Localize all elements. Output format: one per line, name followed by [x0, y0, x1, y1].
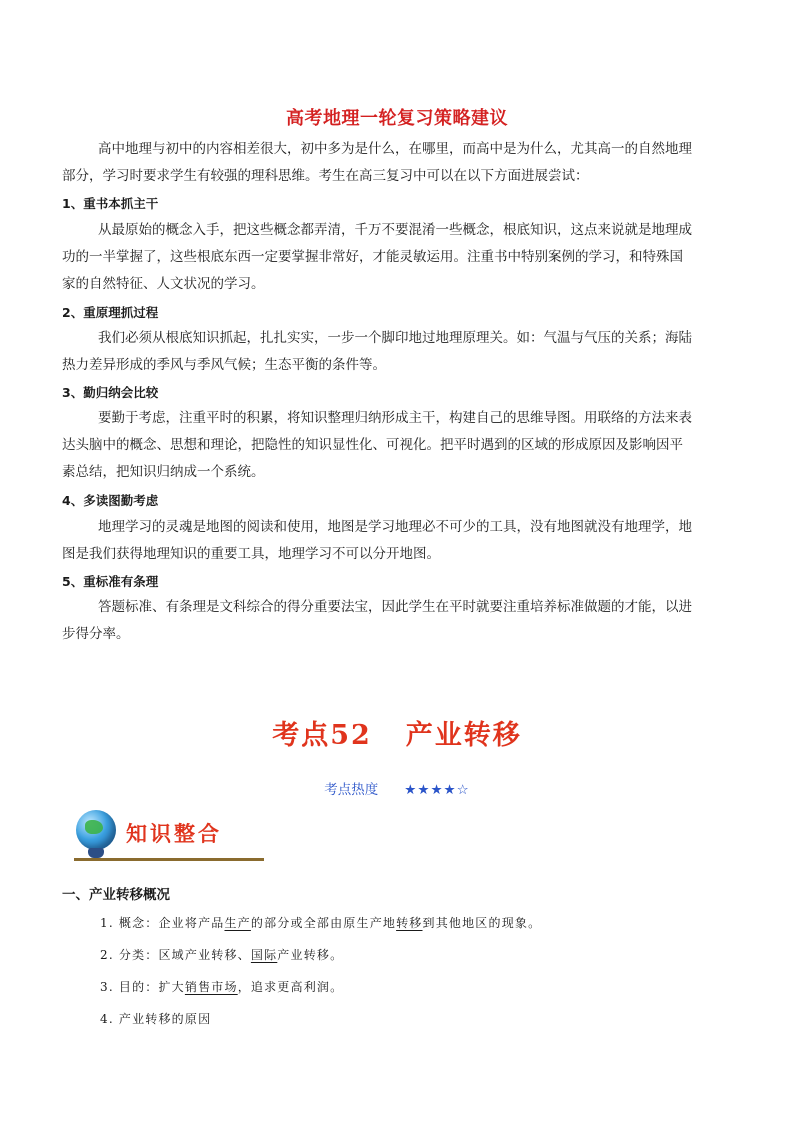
- list-item: [100, 1010, 211, 1027]
- globe-icon: [76, 810, 116, 850]
- heat-label: 考点热度: [324, 782, 379, 798]
- underlined-term: 销售市场: [184, 980, 238, 994]
- item-text: 产业转移的原因: [118, 1012, 212, 1026]
- underlined-term: 转移: [396, 916, 423, 930]
- list-item: [100, 946, 343, 963]
- text-line: 达头脑中的概念、思想和理论，把隐性的知识显性化、可视化。把平时遇到的区域的形成原因及影响因平: [62, 437, 683, 453]
- item-number: 2.: [100, 948, 114, 962]
- topic-name: 产业转移: [405, 720, 522, 751]
- item-text: 产业转移。: [277, 948, 344, 962]
- intro-title: 高考地理一轮复习策略建议: [286, 108, 508, 129]
- topic-title: [0, 713, 794, 752]
- text-line: 家的自然特征、人文状况的学习。: [62, 276, 265, 292]
- banner-underline: [74, 858, 264, 861]
- text-line: 要勤于考虑，注重平时的积累，将知识整理归纳形成主干，构建自己的思维导图。用联络的方法来表: [98, 410, 692, 426]
- strategy-heading-3: 3、勤归纳会比较: [62, 385, 159, 400]
- strategy-heading-1: 1、重书本抓主干: [62, 196, 159, 211]
- text-line: 步得分率。: [62, 626, 130, 642]
- text-line: 从最原始的概念入手，把这些概念都弄清，千万不要混淆一些概念，根底知识，这点来说就是地理成: [98, 222, 692, 238]
- item-text: 到其他地区的现象。: [422, 916, 542, 930]
- text-line: 图是我们获得地理知识的重要工具，地理学习不可以分开地图。: [62, 546, 440, 562]
- text-line: 我们必须从根底知识抓起，扎扎实实，一步一个脚印地过地理原理关。如：气温与气压的关系；海陆: [98, 330, 692, 346]
- globe-stand-icon: [88, 848, 104, 858]
- text-line: 素总结，把知识归纳成一个系统。: [62, 464, 265, 480]
- item-text: 分类：区域产业转移、: [118, 948, 251, 962]
- strategy-heading-2: 2、重原理抓过程: [62, 305, 159, 320]
- text-line: 高中地理与初中的内容相差很大，初中多为是什么，在哪里，而高中是为什么，尤其高一的自然地理: [98, 141, 692, 157]
- strategy-heading-4: 4、多读图勤考虑: [62, 493, 159, 508]
- topic-heat: [0, 778, 794, 798]
- underlined-term: 国际: [250, 948, 278, 962]
- text-line: 部分，学习时要求学生有较强的理科思维。考生在高三复习中可以在以下方面进展尝试：: [62, 168, 589, 184]
- item-text: ，追求更高利润。: [237, 980, 344, 994]
- text-line: 热力差异形成的季风与季风气候；生态平衡的条件等。: [62, 357, 386, 373]
- list-item: [100, 978, 343, 995]
- heat-stars-rating: ★★★★☆: [404, 782, 470, 798]
- section-heading: 一、产业转移概况: [62, 887, 170, 903]
- list-item: [100, 914, 541, 931]
- text-line: 答题标准、有条理是文科综合的得分重要法宝，因此学生在平时就要注重培养标准做题的才能，以进: [98, 599, 692, 615]
- underlined-term: 生产: [224, 916, 251, 930]
- knowledge-banner: [74, 810, 264, 862]
- strategy-paragraph-4: [62, 514, 724, 568]
- knowledge-banner-label: 知识整合: [126, 821, 222, 846]
- item-number: 1.: [100, 916, 114, 930]
- text-line: 地理学习的灵魂是地图的阅读和使用，地图是学习地理必不可少的工具，没有地图就没有地理学，地: [98, 519, 692, 535]
- item-text: 目的：扩大: [118, 980, 185, 994]
- item-number: 4.: [100, 1012, 114, 1026]
- item-text: 概念：企业将产品: [118, 916, 225, 930]
- text-line: 功的一半掌握了，这些根底东西一定要掌握非常好，才能灵敏运用。注重书中特别案例的学习，和特殊国: [62, 249, 683, 265]
- strategy-paragraph-5: [62, 594, 724, 648]
- intro-paragraph: [62, 136, 724, 190]
- strategy-paragraph-3: [62, 405, 724, 486]
- item-text: 的部分或全部由原生产地: [250, 916, 397, 930]
- item-number: 3.: [100, 980, 114, 994]
- strategy-paragraph-1: [62, 217, 724, 298]
- strategy-paragraph-2: [62, 325, 724, 379]
- topic-number: 考点52: [272, 720, 372, 751]
- strategy-heading-5: 5、重标准有条理: [62, 574, 159, 589]
